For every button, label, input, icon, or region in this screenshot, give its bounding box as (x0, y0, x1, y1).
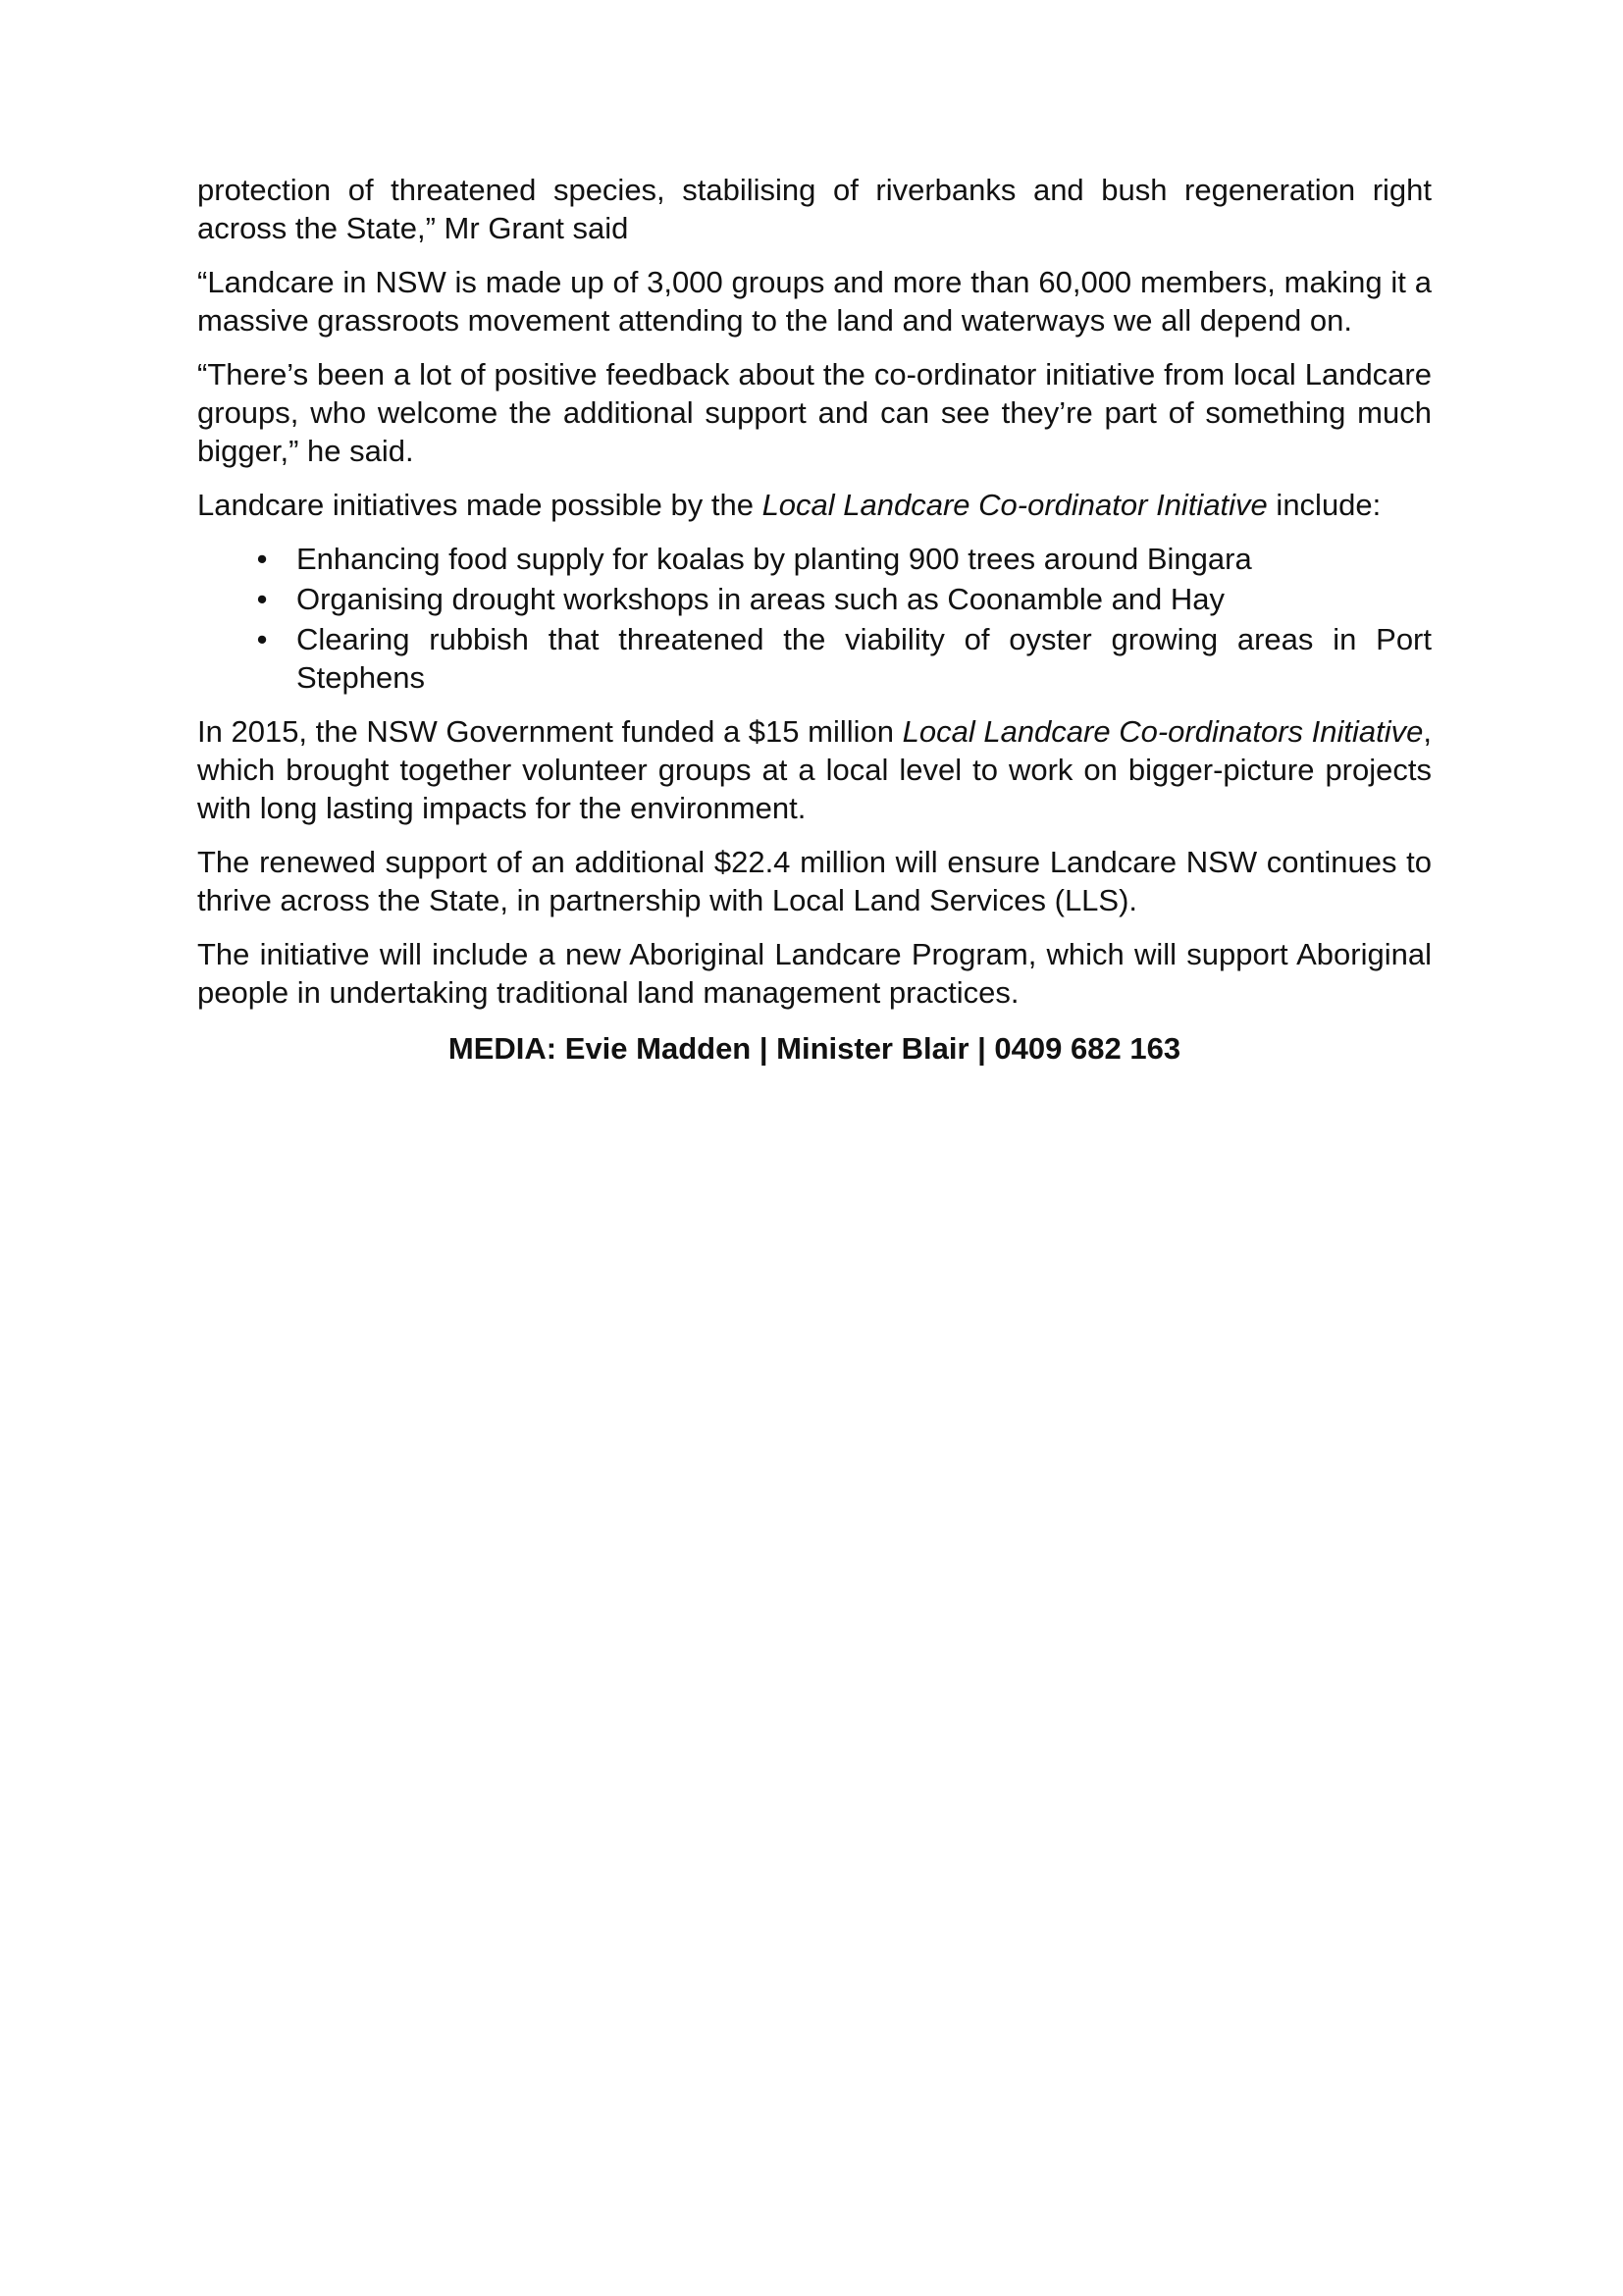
paragraph-3: “There’s been a lot of positive feedback about the co-ordinator initiative from local Landcare groups, who welcome the additional support and can see they’re part of something much bigger,” he said. (197, 357, 1432, 468)
bullet-icon: • (256, 582, 268, 616)
list-item-text: Clearing rubbish that threatened the viability of oyster growing areas in Port Stephens (296, 622, 1432, 695)
list-item (197, 580, 1432, 618)
paragraph-7: The initiative will include a new Aboriginal Landcare Program, which will support Aboriginal people in undertaking traditional land management practices. (197, 937, 1432, 1010)
document-page (197, 171, 1432, 1098)
paragraph-5 (197, 712, 1432, 827)
paragraph-1: protection of threatened species, stabilising of riverbanks and bush regeneration right across the State,” Mr Grant said (197, 173, 1432, 245)
list-item-text: Enhancing food supply for koalas by planting 900 trees around Bingara (296, 542, 1252, 576)
list-item (197, 540, 1432, 578)
paragraph-4-text-end: include: (1267, 488, 1382, 522)
initiatives-bullet-list (197, 540, 1432, 697)
paragraph-5-text-start: In 2015, the NSW Government funded a $15 million (197, 714, 903, 749)
bullet-icon: • (256, 622, 268, 656)
bullet-icon: • (256, 542, 268, 576)
paragraph-4 (197, 486, 1432, 524)
paragraph-6: The renewed support of an additional $22.4 million will ensure Landcare NSW continues to thrive across the State, in partnership with Local Land Services (LLS). (197, 845, 1432, 917)
initiative-name-italic: Local Landcare Co-ordinators Initiative (902, 714, 1424, 749)
paragraph-2: “Landcare in NSW is made up of 3,000 groups and more than 60,000 members, making it a massive grassroots movement attending to the land and waterways we all depend on. (197, 265, 1432, 338)
paragraph-4-text-start: Landcare initiatives made possible by the (197, 488, 762, 522)
list-item (197, 620, 1432, 697)
initiative-name-italic: Local Landcare Co-ordinator Initiative (761, 488, 1268, 522)
list-item-text: Organising drought workshops in areas such as Coonamble and Hay (296, 582, 1226, 616)
media-contact: MEDIA: Evie Madden | Minister Blair | 0409 682 163 (447, 1031, 1181, 1066)
paragraph-5-text-end: , which brought together volunteer groups at a local level to work on bigger-picture projects with long lasting impacts for the environment. (197, 714, 1432, 825)
